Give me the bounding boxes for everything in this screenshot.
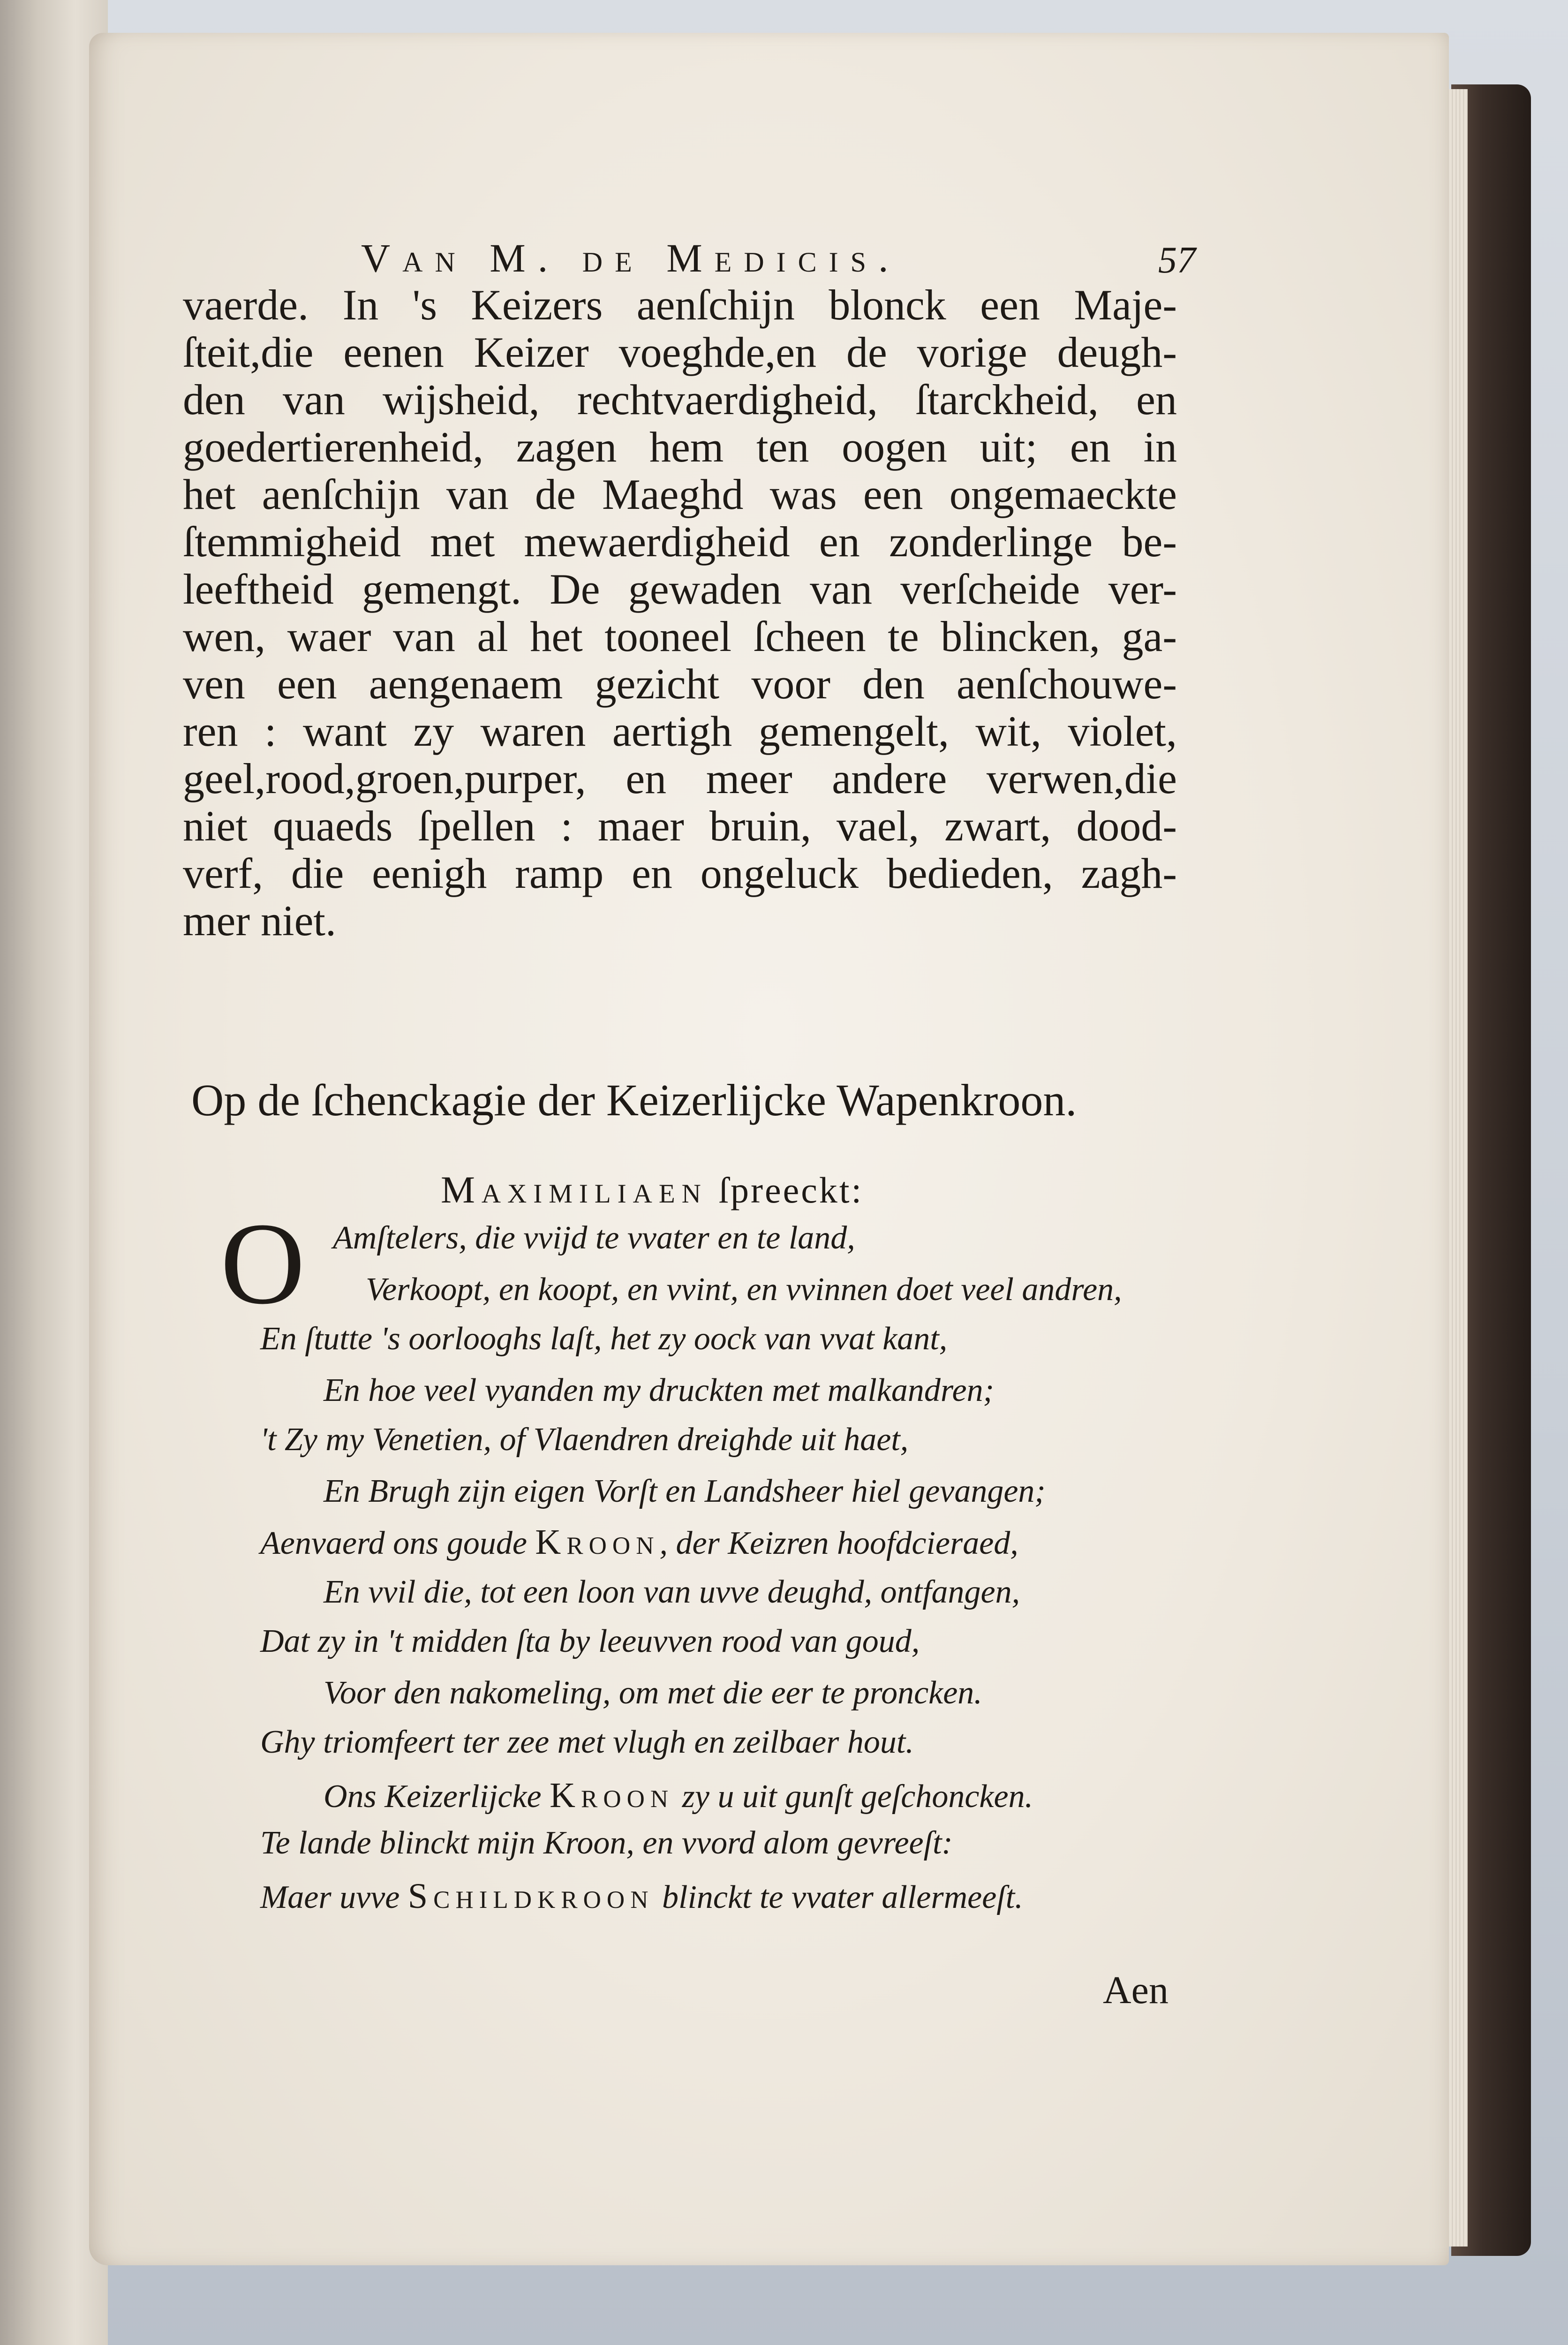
prose-line: geel,rood,groen,purper, en meer andere verwen,die (183, 755, 1177, 802)
poem-line-text: En hoe veel vyanden my druckten met malkandren; (324, 1372, 994, 1408)
poem-line (324, 1473, 1046, 1510)
running-head-title: Van M. de Medicis. (361, 235, 901, 280)
speaker-line (441, 1168, 863, 1212)
drop-cap: O (220, 1199, 305, 1329)
poem-line-emphasis: Kroon (550, 1776, 674, 1815)
running-head (183, 234, 1196, 286)
poem-line (324, 1775, 1033, 1816)
prose-line: verf, die eenigh ramp en ongeluck bedieden, zagh- (183, 849, 1177, 897)
prose-line: ven een aengenaem gezicht voor den aenſchouwe- (183, 660, 1177, 708)
poem-line (260, 1724, 914, 1761)
poem-line-text: Ghy triomfeert ter zee met vlugh en zeilbaer hout. (260, 1724, 914, 1760)
prose-line: mer niet. (183, 897, 336, 945)
poem-line (260, 1522, 1018, 1563)
prose-line: wen, waer van al het tooneel ſcheen te blincken, ga- (183, 613, 1177, 660)
poem-line-text: Dat zy in 't midden ſta by leeuvven rood van goud, (260, 1623, 920, 1659)
poem-line (260, 1320, 947, 1358)
poem-line-emphasis: Schildkroon (407, 1876, 654, 1916)
poem-line-text: En ſtutte 's oorlooghs laſt, het zy oock van vvat kant, (260, 1321, 948, 1357)
prose-line: het aenſchijn van de Maeghd was een ongemaeckte (183, 470, 1177, 518)
prose-line: goedertierenheid, zagen hem ten oogen uit; en in (183, 423, 1177, 471)
poem-line (366, 1271, 1122, 1309)
poem-line-text: Maer uvve (260, 1879, 408, 1915)
prose-line: leeftheid gemengt. De gewaden van verſcheide ver- (183, 565, 1177, 613)
poem-line-text: En Brugh zijn eigen Vorſt en Landsheer hiel gevangen; (324, 1473, 1046, 1509)
poem-line (260, 1824, 953, 1862)
poem-line-text: blinckt te vvater allermeeſt. (654, 1879, 1023, 1915)
poem-line (260, 1421, 908, 1459)
poem-line-emphasis: Kroon (535, 1522, 660, 1562)
catchword: Aen (1103, 1968, 1168, 2012)
poem-line-text: Amſtelers, die vvijd te vvater en te land, (333, 1220, 855, 1256)
prose-line: ſteit,die eenen Keizer voeghde,en de vorige deugh- (183, 328, 1177, 376)
poem-line (333, 1219, 855, 1257)
prose-paragraph (183, 281, 1177, 945)
speaker-verb: ſpreeckt: (718, 1170, 864, 1210)
poem-line-text: Voor den nakomeling, om met die eer te proncken. (324, 1675, 982, 1711)
poem-line (260, 1623, 920, 1660)
prose-line: den van wijsheid, rechtvaerdigheid, ſtarckheid, en (183, 376, 1177, 424)
poem-line (324, 1372, 994, 1409)
poem-line-text: 't Zy my Venetien, of Vlaendren dreighde uit haet, (260, 1422, 909, 1458)
poem-line-text: Te lande blinckt mijn Kroon, en vvord alom gevreeſt: (260, 1825, 953, 1861)
poem-line (260, 1876, 1023, 1917)
speaker-name: Maximiliaen (441, 1168, 708, 1211)
poem-line-text: En vvil die, tot een loon van uvve deughd, ontfangen, (324, 1574, 1020, 1610)
prose-line: ren : want zy waren aertigh gemengelt, wit, violet, (183, 707, 1177, 755)
prose-line: vaerde. In 's Keizers aenſchijn blonck een Maje- (183, 281, 1177, 329)
poem-line-text: Aenvaerd ons goude (260, 1525, 535, 1561)
poem-line-text: Verkoopt, en koopt, en vvint, en vvinnen doet veel andren, (366, 1271, 1122, 1308)
poem-line (324, 1573, 1020, 1611)
section-title: Op de ſchenckagie der Keizerlijcke Wapenkroon. (191, 1075, 1077, 1125)
prose-line: ſtemmigheid met mewaerdigheid en zonderlinge be- (183, 518, 1177, 566)
page-number: 57 (1158, 240, 1196, 281)
prose-line: niet quaeds ſpellen : maer bruin, vael, zwart, dood- (183, 802, 1177, 850)
poem-line-text: , der Keizren hoofdcieraed, (659, 1525, 1018, 1561)
poem-line-text: zy u uit gunſt geſchoncken. (674, 1778, 1033, 1815)
poem-line-text: Ons Keizerlijcke (324, 1778, 550, 1815)
poem-line (324, 1674, 982, 1712)
